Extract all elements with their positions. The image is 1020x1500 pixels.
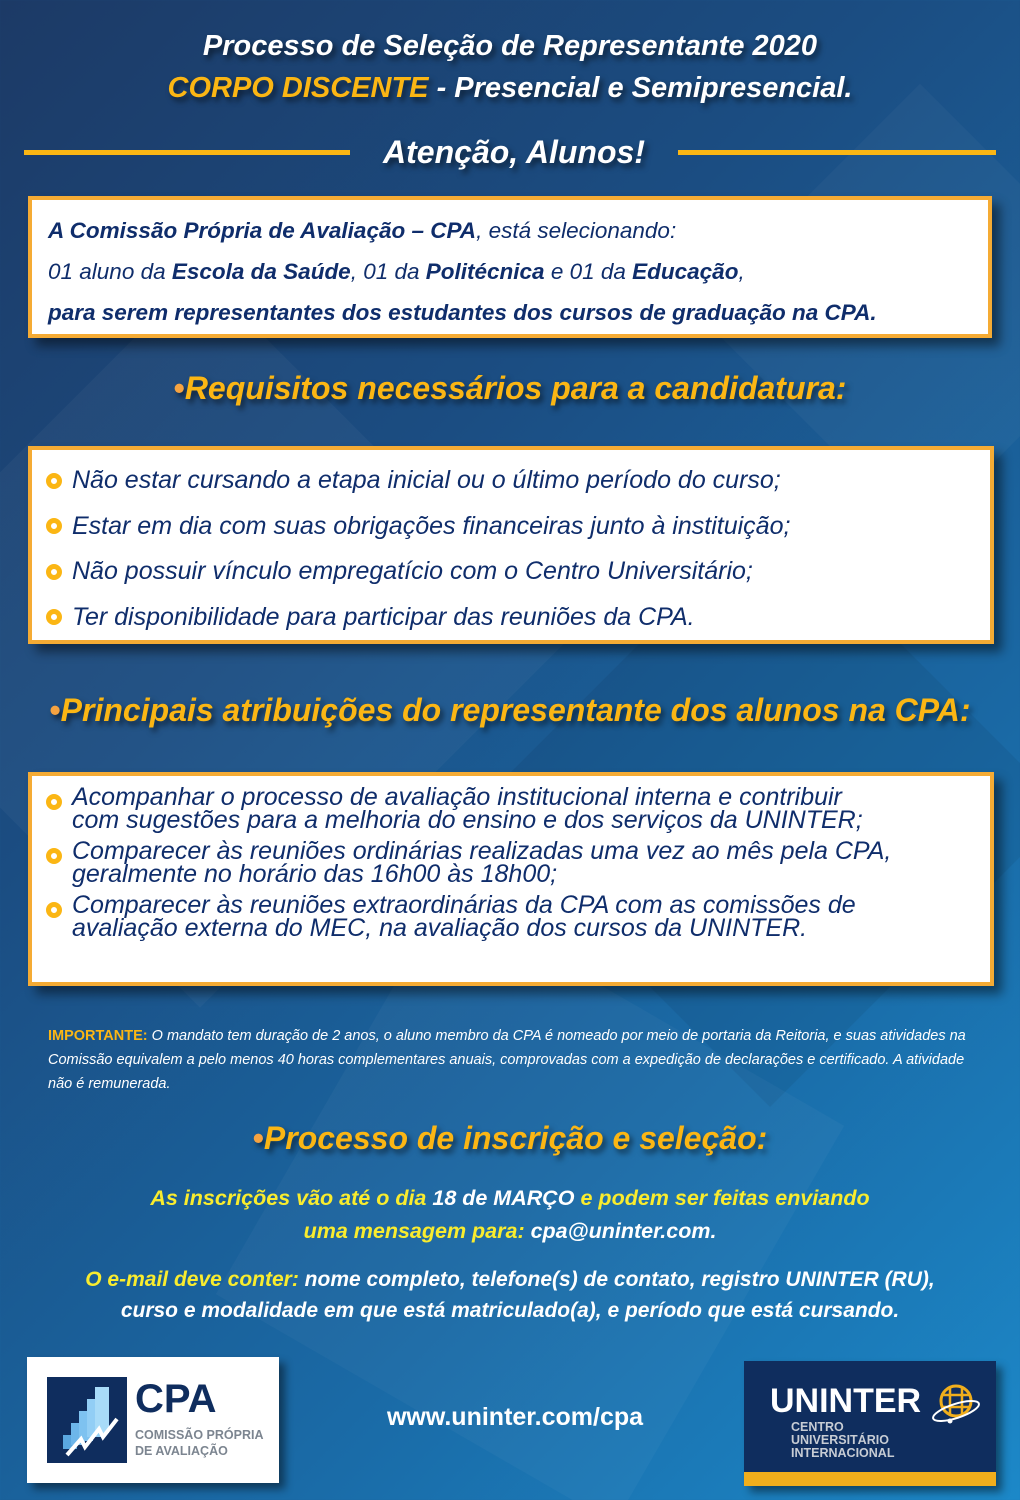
intro-commission-name: A Comissão Própria de Avaliação – CPA [48, 218, 477, 243]
intro-school-name: Escola da Saúde [171, 259, 351, 284]
ring-bullet-icon [46, 518, 62, 534]
ring-bullet-icon [46, 848, 62, 864]
line: Comparecer às reuniões ordinárias realizadas uma vez ao mês pela CPA, [72, 837, 892, 865]
intro-line-3: para serem representantes dos estudantes dos cursos de graduação na CPA. [48, 300, 877, 325]
subtitle-highlight: CORPO DISCENTE [167, 72, 429, 104]
line: com sugestões para a melhoria do ensino e dos serviços da UNINTER; [72, 806, 863, 834]
intro-school-name: Educação [632, 259, 739, 284]
list-item-text: Não estar cursando a etapa inicial ou o último período do curso; [72, 466, 781, 495]
list-item-text: Ter disponibilidade para participar das reuniões da CPA. [72, 602, 695, 631]
divider-right [678, 150, 996, 155]
deadline-date: 18 de MARÇO [432, 1186, 575, 1210]
duties-heading-text: Principais atribuições do representante dos alunos na CPA: [60, 692, 971, 728]
intro-line-1-rest: , está selecionando: [476, 218, 677, 243]
list-item-text [72, 783, 863, 834]
email-requirements-1 [0, 1264, 1020, 1296]
page-subtitle [0, 72, 1020, 105]
list-item [46, 837, 976, 888]
ring-bullet-icon [46, 794, 62, 810]
intro-text: e 01 da [544, 259, 633, 284]
intro-text: , [738, 259, 745, 284]
subtitle-rest: - Presencial e Semipresencial. [428, 72, 853, 104]
line: avaliação externa do MEC, na avaliação dos cursos da UNINTER. [72, 914, 808, 942]
email-label: O e-mail deve conter: [85, 1268, 299, 1291]
duties-heading [0, 692, 1020, 729]
requirements-box [28, 446, 994, 644]
cpa-logo-title: CPA [135, 1377, 217, 1421]
cpa-logo-subtitle: DE AVALIAÇÃO [135, 1444, 228, 1458]
cpa-logo [27, 1357, 279, 1483]
intro-text: , 01 da [350, 259, 426, 284]
line: Acompanhar o processo de avaliação institucional interna e contribuir [72, 783, 842, 811]
uninter-logo-subtitle: INTERNACIONAL [791, 1446, 895, 1460]
intro-box [28, 196, 992, 338]
list-item-text [72, 891, 856, 942]
ring-bullet-icon [46, 473, 62, 489]
important-label: IMPORTANTE: [48, 1028, 148, 1044]
duties-box [28, 772, 994, 986]
list-item-text: Estar em dia com suas obrigações financeiras junto à instituição; [72, 511, 791, 540]
contact-email-link[interactable]: cpa@uninter.com. [530, 1219, 717, 1243]
intro-text: 01 aluno da [48, 259, 172, 284]
list-item [46, 504, 976, 550]
list-item [46, 891, 976, 942]
enrollment-heading-text: Processo de inscrição e seleção: [263, 1120, 768, 1156]
ring-bullet-icon [46, 564, 62, 580]
text: uma mensagem para: [303, 1219, 531, 1243]
globe-icon [932, 1381, 982, 1432]
uninter-logo-name: UNINTER [770, 1382, 922, 1420]
list-item [46, 458, 976, 504]
requirements-heading-text: Requisitos necessários para a candidatura: [184, 370, 847, 406]
bullet-dot-icon: • [173, 370, 185, 406]
important-note [48, 1024, 988, 1096]
list-item-text: Não possuir vínculo empregatício com o Centro Universitário; [72, 557, 753, 586]
enrollment-deadline [0, 1182, 1020, 1214]
line: geralmente no horário das 16h00 às 18h00; [72, 860, 558, 888]
intro-line-1 [48, 210, 972, 251]
cpa-logo-subtitle: COMISSÃO PRÓPRIA [135, 1428, 264, 1442]
text: As inscrições vão até o dia [150, 1186, 433, 1210]
list-item [46, 549, 976, 595]
enrollment-contact [0, 1215, 1020, 1247]
bullet-dot-icon: • [49, 692, 61, 728]
line: Comparecer às reuniões extraordinárias da CPA com as comissões de [72, 891, 856, 919]
bar-chart-stairs-icon [47, 1377, 127, 1463]
ring-bullet-icon [46, 902, 62, 918]
ring-bullet-icon [46, 609, 62, 625]
list-item [46, 595, 976, 641]
important-text: O mandato tem duração de 2 anos, o aluno membro da CPA é nomeado por meio de portaria da Reitoria, e suas atividades na Comissão equivalem a pelo menos 40 horas complementares anuais, comprovadas com a expedição de declarações e certificado. A atividade não é remunerada. [48, 1028, 966, 1092]
intro-school-name: Politécnica [425, 259, 545, 284]
list-item-text [72, 837, 892, 888]
logo-accent-bar [744, 1472, 996, 1486]
text: nome completo, telefone(s) de contato, registro UNINTER (RU), [298, 1268, 935, 1291]
text: e podem ser feitas enviando [574, 1186, 870, 1210]
list-item [46, 783, 976, 834]
attention-heading: Atenção, Alunos! [383, 134, 645, 170]
divider-left [24, 150, 350, 155]
requirements-heading [0, 370, 1020, 407]
uninter-logo [744, 1361, 996, 1486]
bullet-dot-icon: • [252, 1120, 264, 1156]
uninter-logo-subtitle: UNIVERSITÁRIO [791, 1433, 889, 1447]
page-title: Processo de Seleção de Representante 2020 [202, 30, 818, 62]
website-link[interactable]: www.uninter.com/cpa [386, 1403, 644, 1431]
intro-line-2 [48, 251, 972, 292]
enrollment-heading [0, 1120, 1020, 1157]
uninter-logo-subtitle: CENTRO [791, 1420, 844, 1434]
email-requirements-2: curso e modalidade em que está matriculado(a), e período que está cursando. [120, 1299, 900, 1322]
